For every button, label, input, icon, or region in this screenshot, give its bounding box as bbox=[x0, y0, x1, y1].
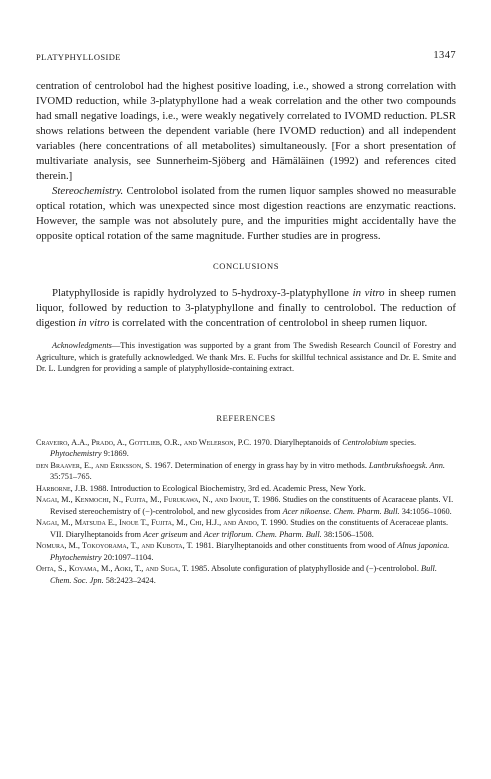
reference-journal: Alnus japonica. Phytochemistry bbox=[50, 541, 450, 562]
reference-text: 1988. Introduction to Ecological Biochemistry, 3rd ed. Academic Press, New York. bbox=[87, 483, 366, 493]
reference-journal: Acer triflorum. Chem. Pharm. Bull. bbox=[203, 529, 322, 539]
reference-text: 1986. Studies on the constituents of Acaraceae plants. VI. Revised stereochemistry of (−)-centrolobol, and new glycosides from bbox=[50, 495, 454, 516]
reference-journal: Lantbrukshoegsk. Ann. bbox=[368, 460, 445, 470]
reference-text: species. bbox=[387, 437, 417, 447]
stereochemistry-label: Stereochemistry. bbox=[52, 185, 124, 197]
reference-text: 58:2423–2424. bbox=[103, 575, 156, 585]
reference-journal: Bull. Chem. Soc. Jpn. bbox=[50, 564, 437, 585]
stereochemistry-paragraph bbox=[36, 184, 456, 244]
reference-item bbox=[36, 460, 456, 483]
conclusions-text-2: in sheep rumen liquor, followed by reduction to 3-platyphyllone and finally to centrolobol. The reduction of digestion bbox=[36, 287, 457, 329]
conclusions-text-3: is correlated with the concentration of centrolobol in sheep rumen liquor. bbox=[109, 317, 428, 329]
reference-authors: Harborne, J.B. bbox=[36, 483, 88, 493]
acknowledgments bbox=[36, 340, 456, 375]
reference-text: 1981. Biarylheptanoids and other constituents from wood of bbox=[193, 541, 398, 551]
running-head-title: PLATYPHYLLOSIDE bbox=[36, 52, 121, 62]
in-vitro-term: in vitro bbox=[352, 287, 385, 299]
conclusions-paragraph bbox=[36, 286, 456, 331]
reference-text: 20:1097–1104. bbox=[101, 552, 154, 562]
reference-list bbox=[36, 437, 456, 587]
page-body bbox=[36, 79, 456, 586]
acknowledgments-label: Acknowledgments bbox=[52, 341, 112, 350]
reference-text: 38:1506–1508. bbox=[321, 529, 374, 539]
references-heading: REFERENCES bbox=[216, 412, 276, 423]
pls-paragraph: centration of centrolobol had the highest positive loading, i.e., showed a strong correlation with IVOMD reduction, while 3-platyphyllone had a weak correlation and the other two compounds had small negative loadings, i.e., were weakly negatively correlated to IVOMD reduction. PLSR shows relations between the dependent variable (here IVOMD reduction) and all independent variables (here concentrations of all metabolites) simultaneously. [For a short presentation of multivariate analysis, see Sunnerheim-Sjöberg and Hämäläinen (1992) and references cited therein.] bbox=[36, 80, 456, 182]
reference-item bbox=[36, 437, 456, 460]
reference-text: 9:1869. bbox=[101, 449, 129, 459]
reference-text: 1985. Absolute configuration of platyphylloside and (−)-centrolobol. bbox=[188, 564, 421, 574]
reference-item bbox=[36, 517, 456, 540]
reference-item bbox=[36, 563, 456, 586]
reference-authors: Craveiro, A.A., Prado, A., Gottlieb, O.R., and Welerson, P.C. bbox=[36, 437, 252, 447]
conclusions-text-1: Platyphylloside is rapidly hydrolyzed to 5-hydroxy-3-platyphyllone bbox=[52, 287, 353, 299]
reference-authors: Ohta, S., Koyama, M., Aoki, T., and Suga, T. bbox=[36, 564, 189, 574]
reference-item bbox=[36, 540, 456, 563]
conclusions-heading: CONCLUSIONS bbox=[212, 261, 280, 271]
reference-italic: Acer griseum bbox=[143, 529, 188, 539]
reference-authors: Nagai, M., Matsuda E., Inoue T., Fujita, M., Chi, H.J., and Ando, T. bbox=[36, 518, 268, 528]
in-vitro-term: in vitro bbox=[78, 317, 110, 329]
reference-text: 35:751–765. bbox=[50, 472, 92, 482]
page-number: 1347 bbox=[433, 50, 456, 61]
reference-authors: Nagai, M., Kenmochi, N., Fujita, M., Furukawa, N., and Inoue, T. bbox=[36, 495, 260, 505]
acknowledgments-text: —This investigation was supported by a grant from The Swedish Research Council of Forestry and Agriculture, which is gratefully acknowledged. We thank Mrs. E. Fuchs for skillful technical assistance and Dr. E. Smite and Dr. L. Lundgren for providing a sample of platyphylloside-containing extract. bbox=[36, 341, 456, 374]
reference-journal: Acer nikoense. Chem. Pharm. Bull. bbox=[282, 506, 400, 516]
reference-item bbox=[36, 483, 456, 495]
reference-authors: Nomura, M., Tokoyorama, T., and Kubota, T. bbox=[36, 541, 194, 551]
reference-authors: den Braaver, E., and Eriksson, S. bbox=[36, 460, 152, 470]
reference-journal: Phytochemistry bbox=[50, 449, 102, 459]
reference-text: 1970. Diarylheptanoids of bbox=[251, 437, 343, 447]
reference-text: 1967. Determination of energy in grass hay by in vitro methods. bbox=[151, 460, 369, 470]
stereochemistry-text: Centrolobol isolated from the rumen liquor samples showed no measurable optical rotation, which was unexpected since most digestion reactions are enzymatic reactions. However, the sample was not absolutely pure, and the impurities might accidentally have the opposite optical rotation of the same magnitude. Further studies are in progress. bbox=[36, 185, 456, 242]
reference-text: 34:1056–1060. bbox=[399, 506, 452, 516]
reference-text: 1990. Studies on the constituents of Aceraceae plants. VII. Diarylheptanoids from bbox=[50, 518, 449, 539]
reference-item bbox=[36, 494, 456, 517]
reference-italic: Centrolobium bbox=[342, 437, 388, 447]
running-head bbox=[36, 50, 456, 64]
reference-text: and bbox=[187, 529, 204, 539]
